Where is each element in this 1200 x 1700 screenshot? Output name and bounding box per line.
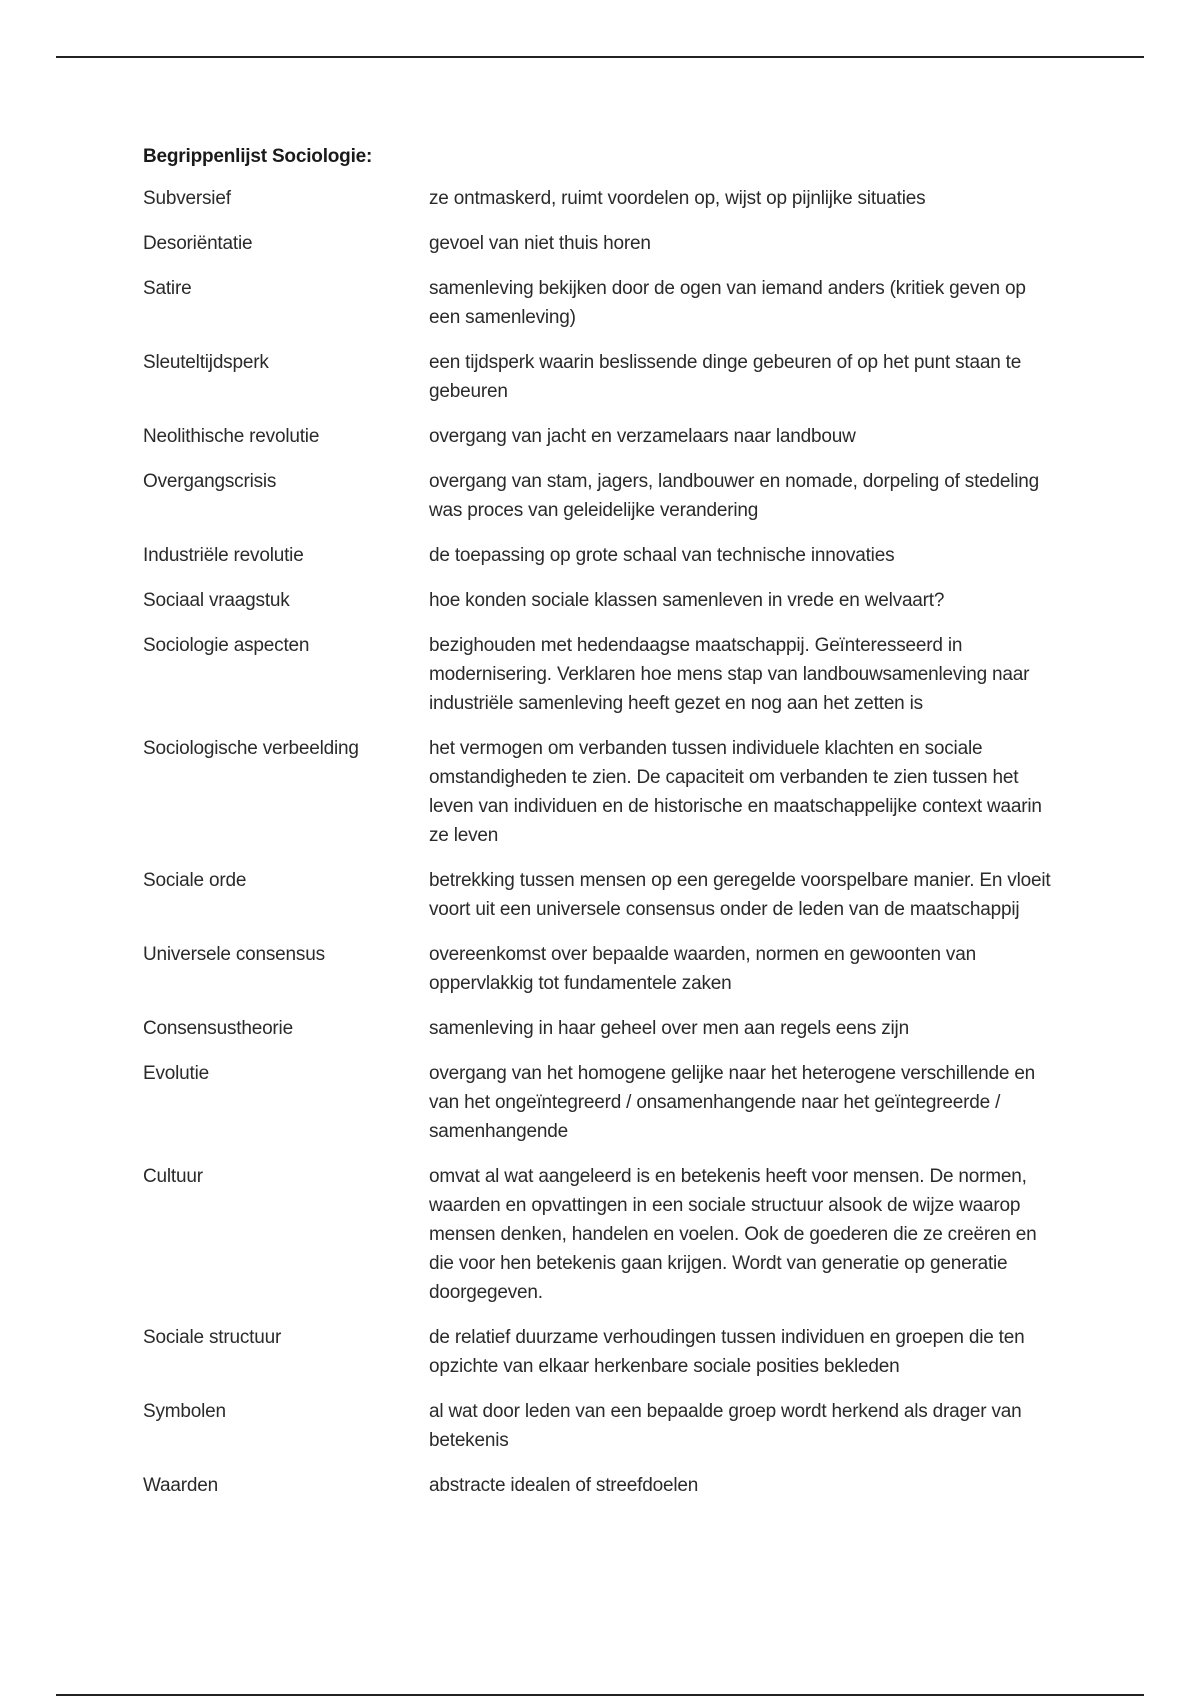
glossary-term: Cultuur (143, 1166, 203, 1187)
glossary-term: Desoriëntatie (143, 233, 253, 254)
glossary-term: Satire (143, 278, 192, 299)
glossary-entry (143, 586, 1063, 615)
glossary-term: Universele consensus (143, 944, 325, 965)
glossary-entry (143, 422, 1063, 451)
glossary-definition: het vermogen om verbanden tussen individuele klachten en sociale omstandigheden te zien. De capaciteit om verbanden te zien tussen het leven van individuen en de historische en maatschappelijke context waarin ze leven (429, 738, 1042, 846)
glossary-entry (143, 1471, 1063, 1500)
glossary-entry (143, 631, 1063, 718)
glossary-definition: abstracte idealen of streefdoelen (429, 1475, 699, 1496)
glossary-entry (143, 1162, 1063, 1307)
glossary-term: Symbolen (143, 1401, 226, 1422)
glossary-term: Overgangscrisis (143, 471, 277, 492)
glossary-term: Sociaal vraagstuk (143, 590, 290, 611)
glossary-list (143, 184, 1063, 1500)
glossary-term: Evolutie (143, 1063, 209, 1084)
glossary-entry (143, 940, 1063, 998)
glossary-term: Sociologische verbeelding (143, 738, 359, 759)
glossary-definition: de relatief duurzame verhoudingen tussen individuen en groepen die ten opzichte van elkaar herkenbare sociale posities bekleden (429, 1327, 1025, 1377)
glossary-definition: samenleving in haar geheel over men aan regels eens zijn (429, 1018, 909, 1039)
glossary-term: Waarden (143, 1475, 218, 1496)
glossary-term: Sleuteltijdsperk (143, 352, 269, 373)
glossary-entry (143, 184, 1063, 213)
glossary-definition: de toepassing op grote schaal van technische innovaties (429, 545, 895, 566)
glossary-entry (143, 1397, 1063, 1455)
glossary-definition: overeenkomst over bepaalde waarden, normen en gewoonten van oppervlakkig tot fundamentele zaken (429, 944, 976, 994)
glossary-term: Sociale orde (143, 870, 247, 891)
glossary-term: Sociale structuur (143, 1327, 282, 1348)
glossary-definition: overgang van het homogene gelijke naar het heterogene verschillende en van het ongeïntegreerd / onsamenhangende naar het geïntegreerde / samenhangende (429, 1063, 1036, 1142)
glossary-definition: een tijdsperk waarin beslissende dinge gebeuren of op het punt staan te gebeuren (429, 352, 1022, 402)
glossary-entry (143, 734, 1063, 850)
glossary-definition: ze ontmaskerd, ruimt voordelen op, wijst op pijnlijke situaties (429, 188, 926, 209)
glossary-definition: gevoel van niet thuis horen (429, 233, 651, 254)
glossary-entry (143, 1014, 1063, 1043)
glossary-term: Subversief (143, 188, 231, 209)
footer-rule (56, 1694, 1144, 1696)
glossary-definition: overgang van jacht en verzamelaars naar landbouw (429, 426, 856, 447)
document-title: Begrippenlijst Sociologie: (143, 146, 373, 167)
glossary-entry (143, 467, 1063, 525)
glossary-term: Neolithische revolutie (143, 426, 320, 447)
glossary-entry (143, 866, 1063, 924)
glossary-term: Consensustheorie (143, 1018, 293, 1039)
glossary-entry (143, 1059, 1063, 1146)
header-rule (56, 56, 1144, 58)
glossary-entry (143, 229, 1063, 258)
glossary-definition: samenleving bekijken door de ogen van iemand anders (kritiek geven op een samenleving) (429, 278, 1026, 328)
glossary-definition: overgang van stam, jagers, landbouwer en nomade, dorpeling of stedeling was proces van geleidelijke verandering (429, 471, 1040, 521)
document-body (143, 142, 1063, 1516)
glossary-entry (143, 348, 1063, 406)
glossary-definition: omvat al wat aangeleerd is en betekenis heeft voor mensen. De normen, waarden en opvattingen in een sociale structuur alsook de wijze waarop mensen denken, handelen en voelen. Ook de goederen die ze creëren en die voor hen betekenis gaan krijgen. Wordt van generatie op generatie doorgegeven. (429, 1166, 1037, 1303)
glossary-entry (143, 274, 1063, 332)
glossary-entry (143, 541, 1063, 570)
glossary-term: Sociologie aspecten (143, 635, 310, 656)
glossary-definition: betrekking tussen mensen op een geregelde voorspelbare manier. En vloeit voort uit een universele consensus onder de leden van de maatschappij (429, 870, 1051, 920)
glossary-definition: bezighouden met hedendaagse maatschappij. Geïnteresseerd in modernisering. Verklaren hoe mens stap van landbouwsamenleving naar industriële samenleving heeft gezet en nog aan het zetten is (429, 635, 1030, 714)
glossary-definition: hoe konden sociale klassen samenleven in vrede en welvaart? (429, 590, 945, 611)
glossary-term: Industriële revolutie (143, 545, 304, 566)
glossary-definition: al wat door leden van een bepaalde groep wordt herkend als drager van betekenis (429, 1401, 1022, 1451)
glossary-entry (143, 1323, 1063, 1381)
